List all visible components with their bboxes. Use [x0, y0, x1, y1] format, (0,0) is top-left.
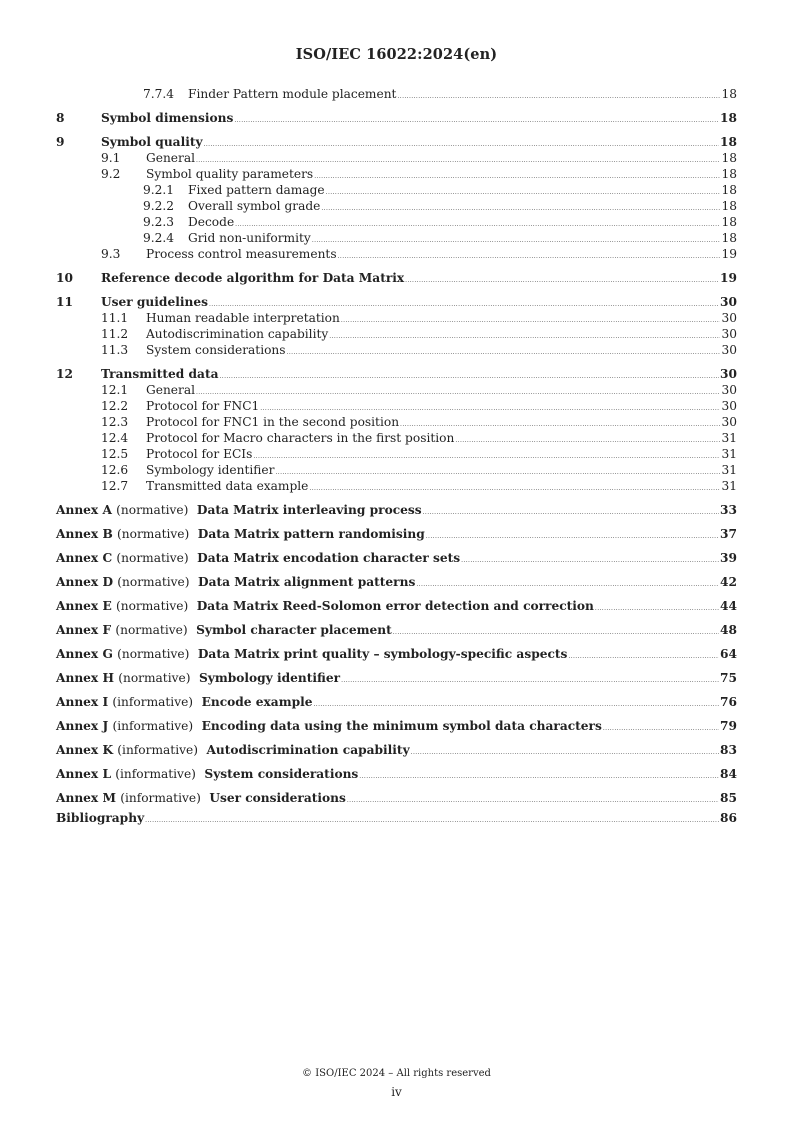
toc-entry-number: 9.2.1 — [143, 183, 175, 197]
toc-entry-number: 9.2.4 — [143, 231, 175, 245]
annex-label: Annex L — [56, 767, 112, 781]
annex-label: Annex B — [56, 527, 113, 541]
toc-entry-title: General — [146, 151, 195, 165]
toc-entry-page: 18 — [720, 111, 737, 125]
toc-entry-page: 18 — [721, 199, 737, 213]
toc-entry-title: Autodiscrimination capability — [206, 743, 410, 757]
toc-entry-page: 30 — [721, 415, 737, 429]
toc-entry[interactable] — [143, 230, 737, 246]
toc-entry[interactable] — [101, 446, 737, 462]
dot-leader — [405, 271, 719, 287]
toc-entry-title: Symbology identifier — [146, 463, 275, 477]
toc-entry[interactable] — [56, 110, 737, 126]
annex-label: Annex C — [56, 551, 113, 565]
dot-leader — [455, 431, 720, 447]
toc-entry-number: 12.6 — [101, 463, 129, 477]
toc-entry-title: Overall symbol grade — [188, 199, 321, 213]
dot-leader — [275, 463, 720, 479]
toc-entry-page: 18 — [721, 183, 737, 197]
dot-leader — [393, 623, 719, 639]
toc-entry-page: 42 — [720, 575, 737, 589]
toc-entry[interactable] — [56, 294, 737, 310]
annex-label: Annex F — [56, 623, 112, 637]
toc-entry-page: 48 — [720, 623, 737, 637]
toc-entry-number: 11.1 — [101, 311, 129, 325]
toc-entry-page: 85 — [720, 791, 737, 805]
dot-leader — [209, 295, 719, 311]
toc-entry-page: 30 — [721, 383, 737, 397]
toc-entry-number: 9.2.2 — [143, 199, 175, 213]
dot-leader — [234, 111, 719, 127]
annex-qualifier: (normative) — [116, 503, 189, 517]
annex-qualifier: (normative) — [117, 575, 190, 589]
toc-entry-page: 30 — [721, 399, 737, 413]
toc-entry[interactable] — [56, 742, 737, 758]
annex-label: Annex A — [56, 503, 112, 517]
toc-entry-number: 10 — [56, 271, 73, 285]
dot-leader — [603, 719, 719, 735]
toc-entry-page: 18 — [721, 231, 737, 245]
dot-leader — [568, 647, 719, 663]
toc-entry[interactable] — [56, 622, 737, 638]
toc-entry[interactable] — [101, 150, 737, 166]
toc-entry[interactable] — [101, 382, 737, 398]
annex-label: Annex J — [56, 719, 109, 733]
toc-entry-title: Encoding data using the minimum symbol data characters — [201, 719, 602, 733]
toc-entry[interactable] — [56, 810, 737, 826]
toc-entry-page: 18 — [721, 167, 737, 181]
dot-leader — [287, 343, 721, 359]
dot-leader — [461, 551, 719, 567]
toc-entry-title: User guidelines — [101, 295, 208, 309]
dot-leader — [219, 367, 719, 383]
toc-entry-page: 18 — [720, 135, 737, 149]
toc-entry-page: 31 — [721, 431, 737, 445]
toc-entry-title: Symbol quality parameters — [146, 167, 314, 181]
toc-entry-title: Finder Pattern module placement — [188, 87, 397, 101]
toc-entry[interactable] — [101, 478, 737, 494]
footer-page-number: iv — [391, 1085, 402, 1099]
toc-entry-number: 9.2.3 — [143, 215, 175, 229]
toc-entry-number: 12.4 — [101, 431, 129, 445]
annex-qualifier: (normative) — [115, 599, 189, 613]
toc-entry-title: Fixed pattern damage — [188, 183, 325, 197]
toc-entry-number: 9 — [56, 135, 65, 149]
toc-entry-title: Reference decode algorithm for Data Matrix — [101, 271, 405, 285]
toc-entry-number: 12.1 — [101, 383, 129, 397]
toc-entry-number: 12.7 — [101, 479, 129, 493]
dot-leader — [253, 447, 720, 463]
toc-entry-page: 84 — [720, 767, 737, 781]
toc-entry-page: 79 — [720, 719, 737, 733]
toc-entry-title: Symbol dimensions — [101, 111, 234, 125]
toc-entry[interactable] — [56, 134, 737, 150]
toc-entry[interactable] — [56, 574, 737, 590]
annex-qualifier: (normative) — [118, 671, 191, 685]
toc-entry[interactable] — [101, 414, 737, 430]
dot-leader — [416, 575, 719, 591]
toc-entry[interactable] — [143, 198, 737, 214]
dot-leader — [426, 527, 719, 543]
dot-leader — [341, 671, 719, 687]
toc-entry-page: 83 — [720, 743, 737, 757]
toc-entry-title: Data Matrix Reed-Solomon error detection and correction — [196, 599, 594, 613]
dot-leader — [595, 599, 719, 615]
toc-entry[interactable] — [101, 342, 737, 358]
annex-label: Annex E — [56, 599, 112, 613]
dot-leader — [204, 135, 719, 151]
dot-leader — [411, 743, 719, 759]
toc-entry-page: 31 — [721, 479, 737, 493]
toc-entry-number: 9.2 — [101, 167, 121, 181]
annex-qualifier: (informative) — [117, 743, 198, 757]
toc-entry-title: Transmitted data example — [146, 479, 309, 493]
toc-entry-title: System considerations — [204, 767, 359, 781]
toc-entry-title: Symbology identifier — [198, 671, 341, 685]
toc-entry-page: 37 — [720, 527, 737, 541]
toc-entry-title: Grid non-uniformity — [188, 231, 311, 245]
toc-entry[interactable] — [143, 214, 737, 230]
toc-entry-title: Symbol quality — [101, 135, 203, 149]
toc-entry-title: Data Matrix encodation character sets — [197, 551, 461, 565]
annex-qualifier: (normative) — [117, 527, 190, 541]
toc-entry-title: User considerations — [209, 791, 346, 805]
toc-entry-title: System considerations — [146, 343, 286, 357]
annex-qualifier: (informative) — [115, 767, 196, 781]
toc-entry[interactable] — [56, 670, 737, 686]
annex-qualifier: (normative) — [116, 551, 189, 565]
dot-leader — [260, 399, 720, 415]
dot-leader — [145, 811, 719, 827]
annex-label: Annex M — [56, 791, 116, 805]
toc-entry-title: Data Matrix print quality – symbology-specific aspects — [197, 647, 568, 661]
toc-entry-page: 30 — [720, 367, 737, 381]
annex-qualifier: (normative) — [117, 647, 190, 661]
toc-entry[interactable] — [101, 310, 737, 326]
dot-leader — [359, 767, 719, 783]
toc-entry[interactable] — [56, 766, 737, 782]
toc-entry-title: Protocol for ECIs — [146, 447, 253, 461]
toc-entry-page: 31 — [721, 463, 737, 477]
dot-leader — [341, 311, 721, 327]
toc-entry[interactable] — [56, 598, 737, 614]
toc-entry-page: 18 — [721, 151, 737, 165]
dot-leader — [196, 151, 720, 167]
toc-entry[interactable] — [56, 646, 737, 662]
toc-entry-number: 9.1 — [101, 151, 121, 165]
toc-entry-page: 30 — [721, 311, 737, 325]
toc-entry-number: 11 — [56, 295, 73, 309]
toc-entry[interactable] — [143, 182, 737, 198]
toc-entry-title: Data Matrix pattern randomising — [197, 527, 425, 541]
annex-label: Annex D — [56, 575, 114, 589]
toc-entry-page: 33 — [720, 503, 737, 517]
dot-leader — [397, 87, 720, 103]
dot-leader — [326, 183, 721, 199]
toc-entry-page: 19 — [720, 271, 737, 285]
dot-leader — [321, 199, 720, 215]
toc-entry[interactable] — [56, 718, 737, 734]
toc-entry[interactable] — [101, 398, 737, 414]
annex-qualifier: (informative) — [112, 695, 194, 709]
toc-entry-page: 75 — [720, 671, 737, 685]
toc-entry-page: 19 — [721, 247, 737, 261]
annex-label: Annex H — [56, 671, 114, 685]
toc-entry-title: Symbol character placement — [196, 623, 392, 637]
dot-leader — [196, 383, 720, 399]
toc-entry-title: Protocol for FNC1 in the second position — [146, 415, 400, 429]
dot-leader — [309, 479, 720, 495]
toc-entry-title: Data Matrix alignment patterns — [198, 575, 416, 589]
toc-entry-title: Encode example — [201, 695, 313, 709]
toc-entry-title: Autodiscrimination capability — [146, 327, 329, 341]
toc-entry-title: Decode — [188, 215, 235, 229]
annex-qualifier: (informative) — [112, 719, 194, 733]
annex-label: Annex G — [56, 647, 113, 661]
toc-entry-number: 12.2 — [101, 399, 129, 413]
toc-entry[interactable] — [101, 166, 737, 182]
dot-leader — [314, 167, 720, 183]
toc-entry[interactable] — [56, 270, 737, 286]
page-header-title: ISO/IEC 16022:2024(en) — [295, 46, 498, 63]
annex-qualifier: (informative) — [120, 791, 201, 805]
toc-entry-page: 30 — [721, 343, 737, 357]
toc-entry-number: 8 — [56, 111, 65, 125]
toc-entry[interactable] — [56, 694, 737, 710]
toc-entry[interactable] — [101, 246, 737, 262]
toc-entry-title: Transmitted data — [101, 367, 219, 381]
toc-entry-title: General — [146, 383, 195, 397]
dot-leader — [423, 503, 719, 519]
toc-entry-title: Bibliography — [56, 811, 145, 825]
toc-entry-page: 39 — [720, 551, 737, 565]
toc-entry[interactable] — [56, 502, 737, 518]
annex-label: Annex I — [56, 695, 109, 709]
toc-entry-title: Human readable interpretation — [146, 311, 340, 325]
dot-leader — [347, 791, 719, 807]
toc-entry-number: 12.3 — [101, 415, 129, 429]
toc-entry-page: 30 — [721, 327, 737, 341]
toc-entry-page: 31 — [721, 447, 737, 461]
toc-entry-number: 11.2 — [101, 327, 129, 341]
toc-entry-page: 76 — [720, 695, 737, 709]
toc-entry[interactable] — [143, 86, 737, 102]
toc-entry-number: 9.3 — [101, 247, 121, 261]
toc-entry-page: 64 — [720, 647, 737, 661]
toc-entry-title: Protocol for FNC1 — [146, 399, 260, 413]
footer-copyright: © ISO/IEC 2024 – All rights reserved — [302, 1068, 491, 1079]
toc-entry-title: Data Matrix interleaving process — [196, 503, 422, 517]
toc-entry[interactable] — [101, 462, 737, 478]
toc-entry-number: 7.7.4 — [143, 87, 175, 101]
toc-entry-page: 44 — [720, 599, 737, 613]
annex-qualifier: (normative) — [115, 623, 188, 637]
toc-entry-page: 18 — [721, 87, 737, 101]
toc-entry[interactable] — [56, 366, 737, 382]
toc-entry-number: 12.5 — [101, 447, 129, 461]
toc-entry-page: 18 — [721, 215, 737, 229]
toc-entry-title: Protocol for Macro characters in the first position — [146, 431, 455, 445]
toc-entry-page: 86 — [720, 811, 737, 825]
toc-entry[interactable] — [101, 326, 737, 342]
toc-entry-title: Process control measurements — [146, 247, 337, 261]
dot-leader — [235, 215, 720, 231]
toc-entry[interactable] — [56, 526, 737, 542]
toc-entry-number: 12 — [56, 367, 73, 381]
toc-entry[interactable] — [56, 550, 737, 566]
dot-leader — [400, 415, 720, 431]
toc-entry-page: 30 — [720, 295, 737, 309]
dot-leader — [338, 247, 721, 263]
annex-label: Annex K — [56, 743, 114, 757]
dot-leader — [329, 327, 720, 343]
dot-leader — [314, 695, 720, 711]
toc-entry[interactable] — [56, 790, 737, 806]
toc-entry-number: 11.3 — [101, 343, 129, 357]
dot-leader — [312, 231, 721, 247]
toc-entry[interactable] — [101, 430, 737, 446]
